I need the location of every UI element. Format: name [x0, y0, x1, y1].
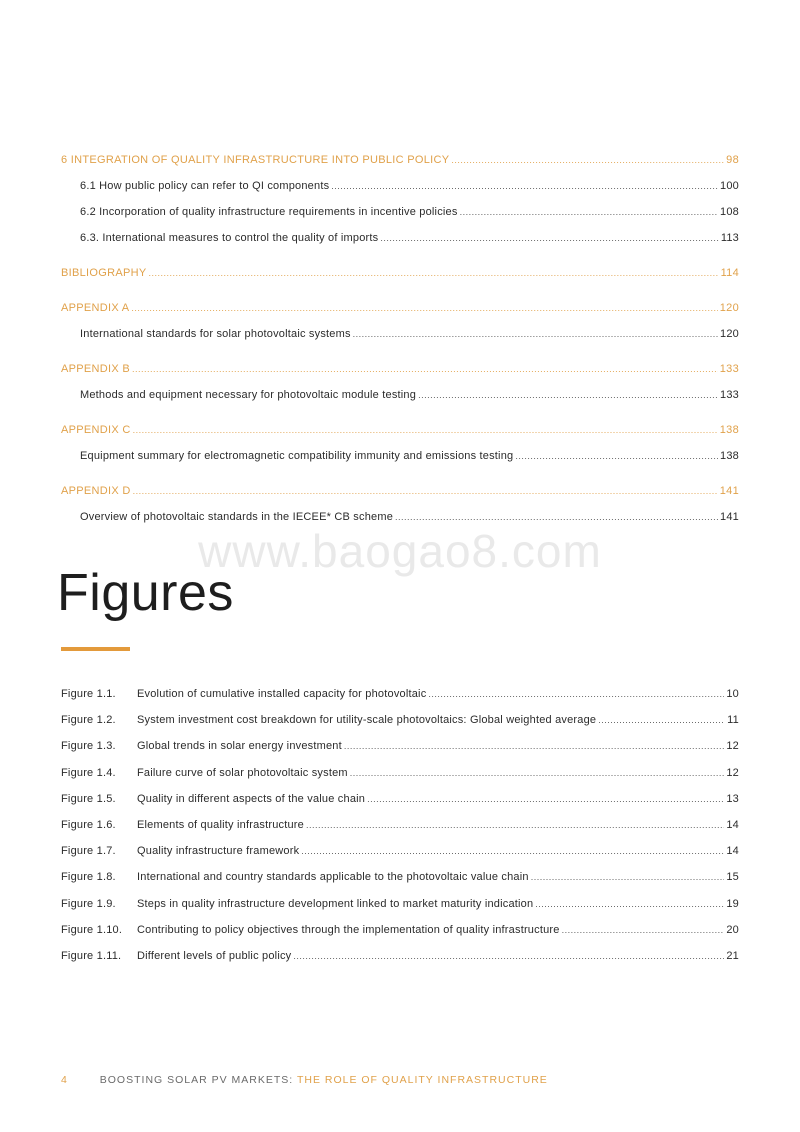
toc-entry-label: Equipment summary for electromagnetic compatibility immunity and emissions testing — [80, 450, 514, 462]
figure-label: Elements of quality infrastructure — [137, 818, 304, 831]
toc-entry-appendix-c-item[interactable] — [61, 449, 739, 463]
toc-entry-appendix-a[interactable] — [61, 301, 739, 315]
toc-entry-appendix-c[interactable] — [61, 423, 739, 437]
figure-page: 20 — [726, 923, 739, 936]
toc-leader-dots — [451, 153, 724, 167]
toc-entry-bibliography[interactable] — [61, 266, 739, 280]
figure-number: Figure 1.5. — [61, 792, 116, 805]
toc-entry-6-1[interactable] — [61, 179, 739, 193]
figure-page: 12 — [726, 766, 739, 779]
toc-entry-label: 6.2 Incorporation of quality infrastructure requirements in incentive policies — [80, 206, 458, 218]
figures-heading: Figures — [57, 564, 234, 622]
figure-page: 14 — [726, 818, 739, 831]
toc-entry-appendix-d-item[interactable] — [61, 510, 739, 524]
figure-number: Figure 1.8. — [61, 871, 116, 884]
toc-entry-page: 141 — [720, 511, 739, 523]
figure-page: 10 — [726, 688, 739, 700]
figure-page: 13 — [726, 792, 739, 805]
figure-leader-dots — [367, 794, 724, 804]
footer-title: BOOSTING SOLAR PV MARKETS: — [99, 1074, 294, 1086]
figure-label: Global trends in solar energy investment — [137, 740, 342, 753]
toc-entry-page: 133 — [720, 389, 739, 401]
toc-leader-dots — [380, 231, 719, 245]
figure-page: 21 — [726, 949, 739, 962]
figure-entry[interactable] — [61, 924, 739, 950]
figure-page: 11 — [727, 714, 739, 727]
toc-entry-label: International standards for solar photovoltaic systems — [80, 328, 351, 340]
toc-entry-appendix-b-item[interactable] — [61, 388, 739, 402]
toc-entry-6-2[interactable] — [61, 205, 739, 219]
figure-number: Figure 1.7. — [61, 845, 116, 858]
figure-leader-dots — [306, 820, 724, 830]
figure-leader-dots — [428, 689, 724, 699]
toc-entry-page: 98 — [726, 154, 739, 166]
figure-entry[interactable] — [61, 819, 739, 845]
figure-leader-dots — [301, 846, 724, 856]
figure-page: 12 — [726, 740, 739, 753]
figure-label: International and country standards applicable to the photovoltaic value chain — [137, 871, 529, 884]
toc-entry-label: APPENDIX D — [61, 485, 131, 497]
toc-entry-label: APPENDIX C — [61, 424, 131, 436]
figure-number: Figure 1.1. — [61, 688, 116, 700]
figure-label: Quality infrastructure framework — [137, 845, 300, 858]
toc-leader-dots — [149, 266, 719, 280]
toc-entry-label: BIBLIOGRAPHY — [61, 267, 147, 279]
figure-entry[interactable] — [61, 714, 739, 740]
figure-leader-dots — [562, 925, 725, 935]
figure-entry[interactable] — [61, 898, 739, 924]
figure-label: Different levels of public policy — [137, 949, 292, 962]
toc-entry-label: APPENDIX A — [61, 302, 130, 314]
toc-entry-page: 113 — [720, 232, 739, 244]
footer-subtitle: THE ROLE OF QUALITY INFRASTRUCTURE — [296, 1074, 548, 1086]
footer-page-number: 4 — [61, 1074, 68, 1086]
figure-number: Figure 1.3. — [61, 740, 116, 753]
figure-label: Evolution of cumulative installed capacity for photovoltaic — [137, 688, 427, 700]
toc-entry-page: 100 — [720, 180, 739, 192]
toc-entry-page: 108 — [720, 206, 739, 218]
toc-entry-label: 6.3. International measures to control the quality of imports — [80, 232, 379, 244]
toc-entry-page: 120 — [719, 302, 739, 314]
figure-leader-dots — [531, 872, 725, 882]
figure-number: Figure 1.10. — [61, 923, 123, 936]
figure-leader-dots — [344, 741, 724, 751]
toc-entry-page: 120 — [720, 328, 739, 340]
toc-entry-appendix-b[interactable] — [61, 362, 739, 376]
figure-entry[interactable] — [61, 871, 739, 897]
figure-number: Figure 1.6. — [61, 818, 116, 831]
toc-entry-label: 6.1 How public policy can refer to QI components — [80, 180, 330, 192]
figure-label: Quality in different aspects of the value chain — [137, 792, 366, 805]
watermark: www.baogao8.com — [198, 525, 602, 577]
table-of-contents — [61, 150, 739, 524]
toc-entry-page: 141 — [719, 485, 739, 497]
figure-number: Figure 1.9. — [61, 897, 116, 910]
toc-entry-label: Methods and equipment necessary for photovoltaic module testing — [80, 389, 417, 401]
toc-entry-appendix-a-item[interactable] — [61, 327, 739, 341]
figure-entry[interactable] — [61, 767, 739, 793]
figure-leader-dots — [535, 899, 724, 909]
figure-leader-dots — [598, 715, 725, 725]
toc-leader-dots — [133, 423, 718, 437]
toc-entry-page: 138 — [719, 424, 739, 436]
toc-leader-dots — [418, 388, 718, 402]
toc-entry-label: 6 INTEGRATION OF QUALITY INFRASTRUCTURE INTO PUBLIC POLICY — [61, 154, 450, 166]
figure-number: Figure 1.2. — [61, 714, 116, 727]
figure-label: System investment cost breakdown for utility-scale photovoltaics: Global weighted average — [137, 714, 597, 727]
heading-accent-rule — [61, 647, 130, 651]
figure-entry[interactable] — [61, 793, 739, 819]
figure-entry[interactable] — [61, 688, 739, 714]
toc-entry-appendix-d[interactable] — [61, 484, 739, 498]
figure-number: Figure 1.4. — [61, 766, 116, 779]
figure-page: 14 — [726, 845, 739, 858]
figure-number: Figure 1.11. — [61, 949, 122, 962]
toc-entry-chapter-6[interactable] — [61, 153, 739, 167]
figure-entry[interactable] — [61, 950, 739, 976]
figure-page: 19 — [726, 897, 739, 910]
toc-leader-dots — [132, 362, 718, 376]
figure-entry[interactable] — [61, 845, 739, 871]
toc-entry-page: 138 — [720, 450, 739, 462]
toc-leader-dots — [131, 301, 717, 315]
figure-label: Contributing to policy objectives through the implementation of quality infrastructure — [137, 923, 560, 936]
toc-leader-dots — [133, 484, 718, 498]
page-footer — [61, 1074, 548, 1086]
figure-leader-dots — [350, 768, 725, 778]
figure-label: Failure curve of solar photovoltaic system — [137, 766, 348, 779]
toc-leader-dots — [331, 179, 718, 193]
figure-label: Steps in quality infrastructure development linked to market maturity indication — [137, 897, 534, 910]
toc-leader-dots — [515, 449, 718, 463]
toc-leader-dots — [353, 327, 718, 341]
toc-leader-dots — [460, 205, 718, 219]
toc-entry-page: 114 — [720, 267, 739, 279]
toc-entry-6-3[interactable] — [61, 231, 739, 245]
toc-leader-dots — [395, 510, 718, 524]
list-of-figures — [61, 688, 739, 976]
toc-entry-label: Overview of photovoltaic standards in the IECEE* CB scheme — [80, 511, 394, 523]
toc-entry-page: 133 — [719, 363, 739, 375]
figure-leader-dots — [293, 951, 724, 961]
figure-page: 15 — [726, 871, 739, 884]
toc-entry-label: APPENDIX B — [61, 363, 131, 375]
figure-entry[interactable] — [61, 740, 739, 766]
